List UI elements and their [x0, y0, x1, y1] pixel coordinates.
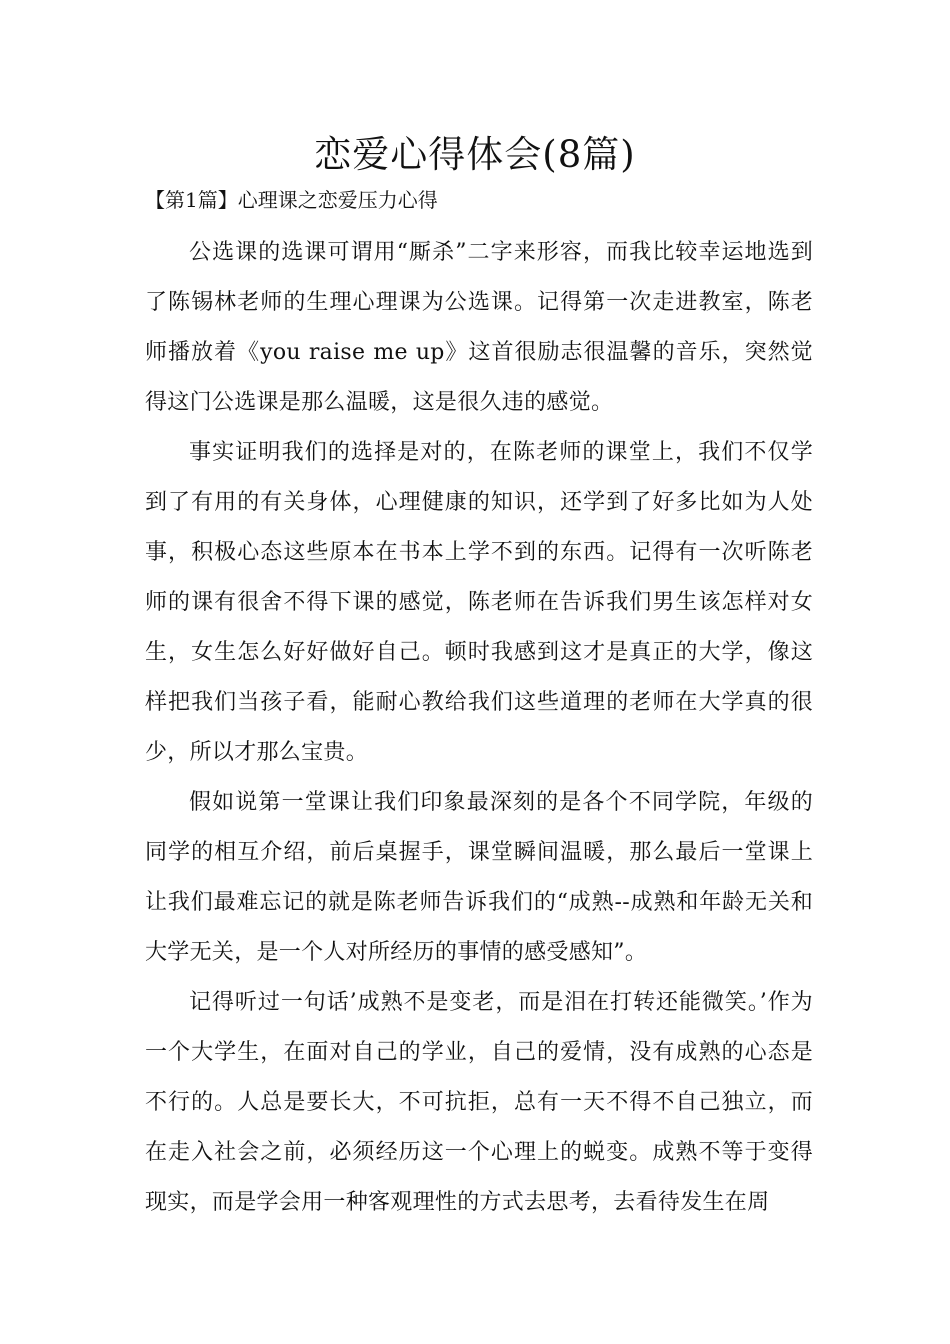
paragraph: 记得听过一句话’成熟不是变老，而是泪在打转还能微笑。’作为一个大学生，在面对自己的学业，自己的爱情，没有成熟的心态是不行的。人总是要长大，不可抗拒，总有一天不得不自己独立，而在走入社会之前，必须经历这一个心理上的蜕变。成熟不等于变得现实，而是学会用一种客观理性的方式去思考，去看待发生在周	[145, 990, 813, 1215]
document-title: 恋爱心得体会(8篇)	[314, 133, 636, 176]
document-body	[145, 228, 813, 1228]
paragraph: 公选课的选课可谓用“厮杀”二字来形容，而我比较幸运地选到了陈锡林老师的生理心理课为公选课。记得第一次走进教室，陈老师播放着《you raise me up》这首很励志很温馨的音乐，突然觉得这门公选课是那么温暖，这是很久违的感觉。	[145, 240, 813, 415]
section-heading: 【第1篇】心理课之恋爱压力心得	[145, 188, 438, 212]
paragraph: 假如说第一堂课让我们印象最深刻的是各个不同学院，年级的同学的相互介绍，前后桌握手，课堂瞬间温暖，那么最后一堂课上让我们最难忘记的就是陈老师告诉我们的“成熟--成熟和年龄无关和大学无关，是一个人对所经历的事情的感受感知”。	[145, 790, 813, 965]
paragraph: 事实证明我们的选择是对的，在陈老师的课堂上，我们不仅学到了有用的有关身体，心理健康的知识，还学到了好多比如为人处事，积极心态这些原本在书本上学不到的东西。记得有一次听陈老师的课有很舍不得下课的感觉，陈老师在告诉我们男生该怎样对女生，女生怎么好好做好自己。顿时我感到这才是真正的大学，像这样把我们当孩子看，能耐心教给我们这些道理的老师在大学真的很少，所以才那么宝贵。	[145, 440, 813, 765]
